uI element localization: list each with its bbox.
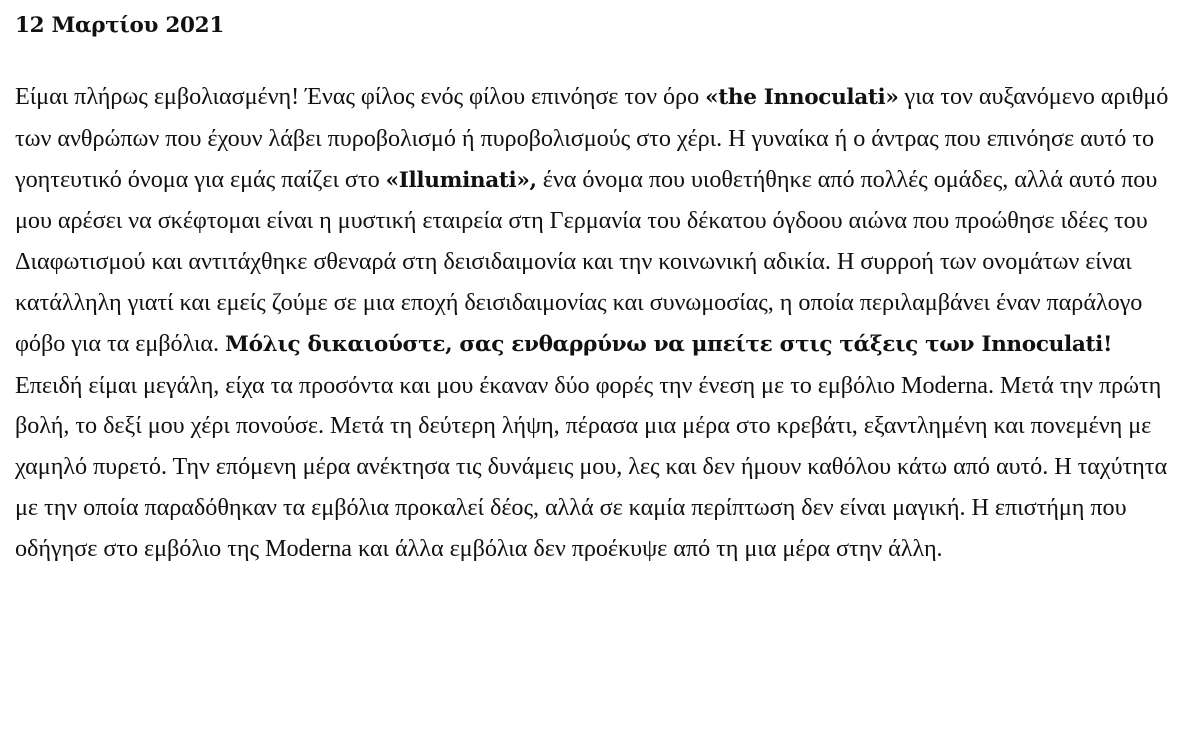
term-illuminati: «Illuminati», xyxy=(385,167,537,193)
paragraph-text: Είμαι πλήρως εμβολιασμένη! Ένας φίλος ενός φίλου επινόησε τον όρο xyxy=(15,83,706,110)
post-date: 12 Μαρτίου 2021 xyxy=(15,13,224,38)
blog-post xyxy=(15,8,1177,570)
callout-join-innoculati: Μόλις δικαιούστε, σας ενθαρρύνω να μπείτε στις τάξεις των Innoculati! xyxy=(225,331,1113,357)
paragraph-text: ένα όνομα που υιοθετήθηκε από πολλές ομάδες, αλλά αυτό που μου αρέσει να σκέφτομαι είναι η μυστική εταιρεία στη Γερμανία του δέκατου όγδοου αιώνα που προώθησε ιδέες του Διαφωτισμού και αντιτάχθηκε σθεναρά στη δεισιδαιμονία και την κοινωνική αδικία. Η συρροή των ονομάτων είναι κατάλληλη γιατί και εμείς ζούμε σε μια εποχή δεισιδαιμονίας και συνωμοσίας, η οποία περιλαμβάνει έναν παράλογο φόβο για τα εμβόλια. xyxy=(15,165,1158,357)
paragraph-moderna-experience: Επειδή είμαι μεγάλη, είχα τα προσόντα και μου έκαναν δύο φορές την ένεση με το εμβόλιο Moderna. Μετά την πρώτη βολή, το δεξί μου χέρι πονούσε. Μετά τη δεύτερη λήψη, πέρασα μια μέρα στο κρεβάτι, εξαντλημένη και πονεμένη με χαμηλό πυρετό. Την επόμενη μέρα ανέκτησα τις δυνάμεις μου, λες και δεν ήμουν καθόλου κάτω από αυτό. Η ταχύτητα με την οποία παραδόθηκαν τα εμβόλια προκαλεί δέος, αλλά σε καμία περίπτωση δεν είναι μαγική. Η επιστήμη που οδήγησε στο εμβόλιο της Moderna και άλλα εμβόλια δεν προέκυψε από τη μια μέρα στην άλλη. xyxy=(15,371,1168,562)
term-innoculati: «the Innoculati» xyxy=(705,85,899,110)
paragraph-vaccination-news xyxy=(15,77,1177,366)
paragraph-text: για τον αυξανόμενο αριθμό των ανθρώπων που έχουν λάβει πυροβολισμό ή πυροβολισμούς στο χέρι. Η γυναίκα ή ο άντρας που επινόησε αυτό το γοητευτικό όνομα για εμάς παίζει στο xyxy=(15,83,1169,193)
